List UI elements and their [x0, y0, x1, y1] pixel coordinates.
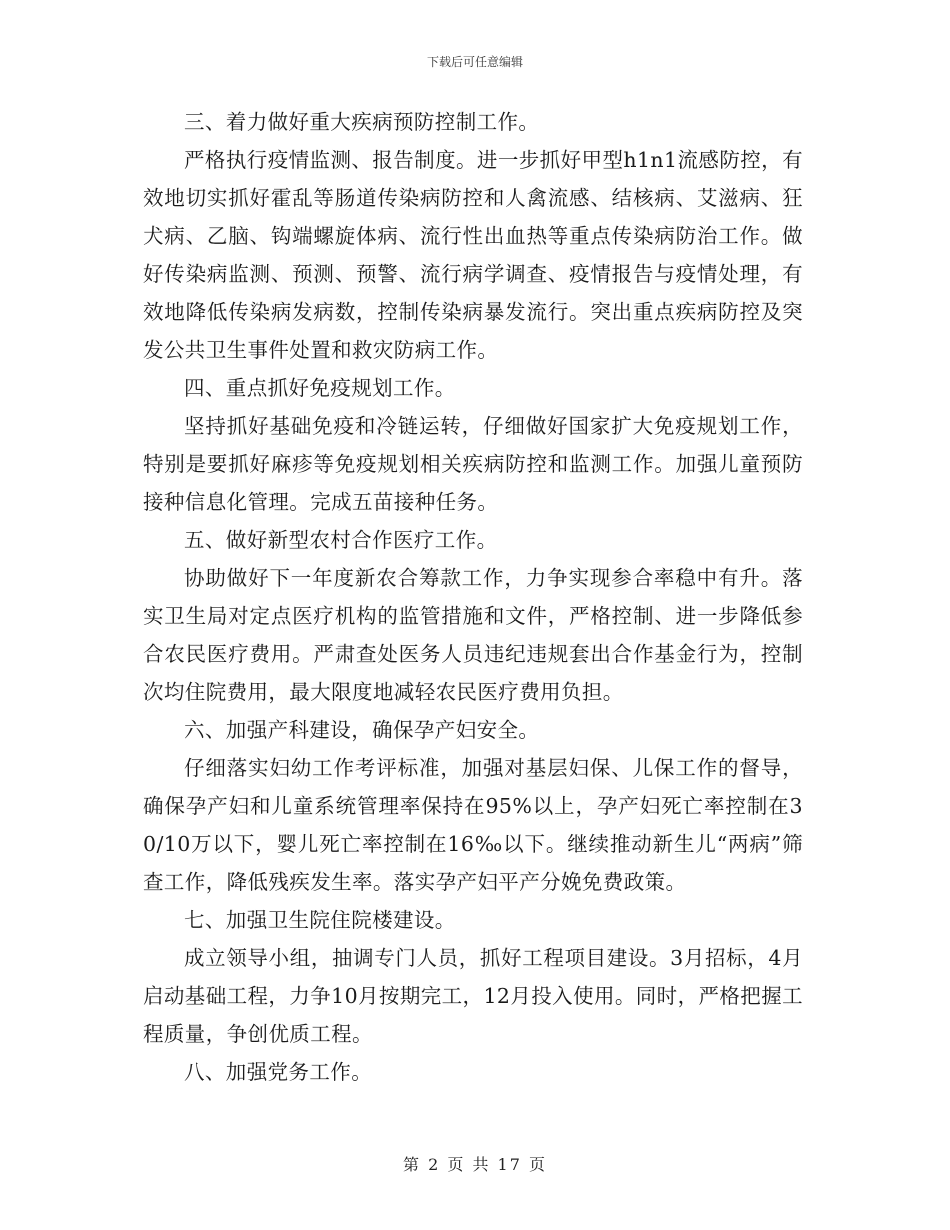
page-header-note: 下载后可任意编辑: [426, 55, 523, 69]
section-paragraph: 严格执行疫情监测、报告制度。进一步抓好甲型h1n1流感防控，有效地切实抓好霍乱等肠道传染病防控和人禽流感、结核病、艾滋病、狂犬病、乙脑、钩端螺旋体病、流行性出血热等重点传染病防治工作。做好传染病监测、预测、预警、流行病学调查、疫情报告与疫情处理，有效地降低传染病发病数，控制传染病暴发流行。突出重点疾病防控及突发公共卫生事件处置和救灾防病工作。: [143, 148, 803, 362]
section-3: [143, 103, 803, 369]
section-heading: 五、做好新型农村合作医疗工作。: [184, 528, 498, 552]
section-paragraph: 协助做好下一年度新农合筹款工作，力争实现参合率稳中有升。落实卫生局对定点医疗机构的监管措施和文件，严格控制、进一步降低参合农民医疗费用。严肃查处医务人员违纪违规套出合作基金行为，控制次均住院费用，最大限度地减轻农民医疗费用负担。: [143, 566, 803, 704]
section-paragraph: 仔细落实妇幼工作考评标准，加强对基层妇保、儿保工作的督导，确保孕产妇和儿童系统管理率保持在95%以上，孕产妇死亡率控制在30/10万以下，婴儿死亡率控制在16‰以下。继续推动新生儿“两病”筛查工作，降低残疾发生率。落实孕产妇平产分娩免费政策。: [143, 756, 803, 894]
section-4: [143, 369, 803, 521]
section-heading: 六、加强产科建设，确保孕产妇安全。: [184, 718, 540, 742]
document-body: [143, 103, 803, 1091]
section-6: [143, 711, 803, 901]
section-heading: 四、重点抓好免疫规划工作。: [184, 376, 456, 400]
section-paragraph: 成立领导小组，抽调专门人员，抓好工程项目建设。3月招标，4月启动基础工程，力争10月按期完工，12月投入使用。同时，严格把握工程质量，争创优质工程。: [143, 946, 803, 1046]
section-heading: 七、加强卫生院住院楼建设。: [184, 908, 456, 932]
page-number: 第 2 页 共 17 页: [403, 1155, 547, 1174]
section-8: [143, 1053, 803, 1091]
section-5: [143, 521, 803, 711]
section-paragraph: 坚持抓好基础免疫和冷链运转，仔细做好国家扩大免疫规划工作，特别是要抓好麻疹等免疫规划相关疾病防控和监测工作。加强儿童预防接种信息化管理。完成五苗接种任务。: [143, 414, 803, 514]
section-heading: 八、加强党务工作。: [184, 1060, 373, 1084]
section-heading: 三、着力做好重大疾病预防控制工作。: [184, 110, 540, 134]
section-7: [143, 901, 803, 1053]
